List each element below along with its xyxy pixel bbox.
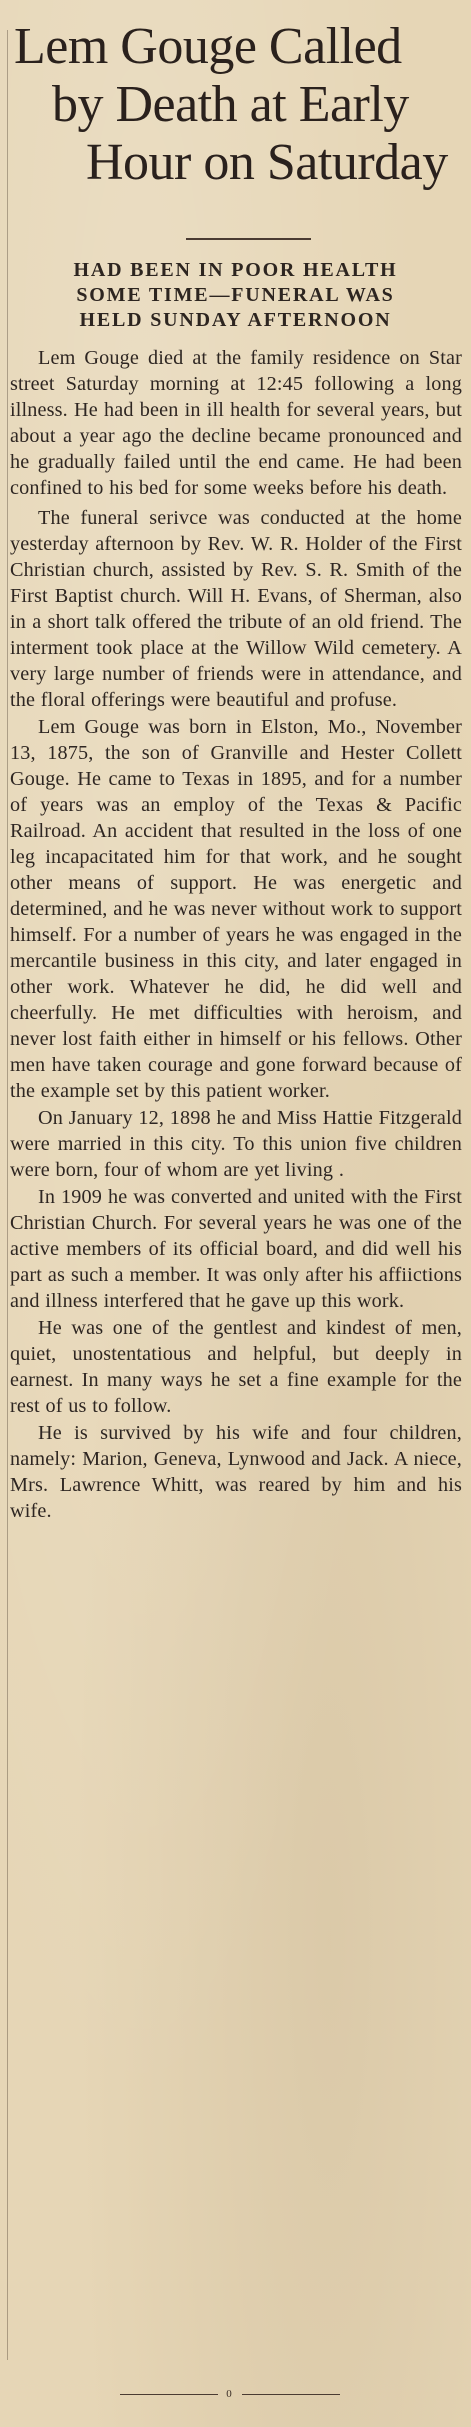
headline-line-3: Hour on Saturday xyxy=(86,134,448,191)
paragraph-death-notice: Lem Gouge died at the family residence on Star street Saturday morning at 12:45 following a long illness. He had been in ill health for several years, but about a year ago the decline became pronounced and he gradually failed until the end came. He had been confined to his bed for some weeks before his death. xyxy=(10,347,462,499)
subheadline-line-3: HELD SUNDAY AFTERNOON xyxy=(79,309,392,331)
paragraph-funeral: The funeral serivce was conducted at the home yesterday afternoon by Rev. W. R. Holder of the First Christian church, assisted by Rev. S. R. Smith of the First Baptist church. Will H. Evans, of Sherman, also in a short talk offered the tribute of an old friend. The interment took place at the Willow Wild cemetery. A very large number of friends were in attendance, and the floral offerings were beautiful and profuse. xyxy=(10,507,462,711)
headline-divider xyxy=(186,238,311,240)
headline xyxy=(14,18,464,192)
paragraph-church: In 1909 he was converted and united with the First Christian Church. For several years he was one of the active members of its official board, and did well his part as such a member. It was only after his affiictions and illness interfered that he gave up this work. xyxy=(10,1186,462,1312)
end-mark-symbol: 0 xyxy=(226,2388,232,2400)
headline-line-2: by Death at Early xyxy=(52,76,409,133)
end-of-article-mark xyxy=(120,2388,340,2400)
end-mark-rule-right xyxy=(242,2394,340,2395)
article-body xyxy=(10,345,462,1525)
subheadline-line-1: HAD BEEN IN POOR HEALTH xyxy=(73,259,398,281)
column-rule xyxy=(7,30,8,2360)
paragraph-survivors: He is survived by his wife and four children, namely: Marion, Geneva, Lynwood and Jack. A niece, Mrs. Lawrence Whitt, was reared by him and his wife. xyxy=(10,1422,462,1522)
subheadline xyxy=(8,258,463,333)
paragraph-marriage: On January 12, 1898 he and Miss Hattie Fitzgerald were married in this city. To this union five children were born, four of whom are yet living . xyxy=(10,1107,462,1181)
headline-line-1: Lem Gouge Called xyxy=(14,18,402,75)
end-mark-rule-left xyxy=(120,2394,218,2395)
paragraph-character: He was one of the gentlest and kindest of men, quiet, unostentatious and helpful, but deeply in earnest. In many ways he set a fine example for the rest of us to follow. xyxy=(10,1317,462,1417)
subheadline-line-2: SOME TIME—FUNERAL WAS xyxy=(76,284,395,306)
paragraph-biography: Lem Gouge was born in Elston, Mo., November 13, 1875, the son of Granville and Hester Collett Gouge. He came to Texas in 1895, and for a number of years was an employ of the Texas & Pacific Railroad. An accident that resulted in the loss of one leg incapacitated him for that work, and he sought other means of support. He was energetic and determined, and he was never without work to support himself. For a number of years he was engaged in the mercantile business in this city, and later engaged in other work. Whatever he did, he did well and cheerfully. He met difficulties with heroism, and never lost faith either in himself or his fellows. Other men have taken courage and gone forward because of the example set by this patient worker. xyxy=(10,716,462,1102)
